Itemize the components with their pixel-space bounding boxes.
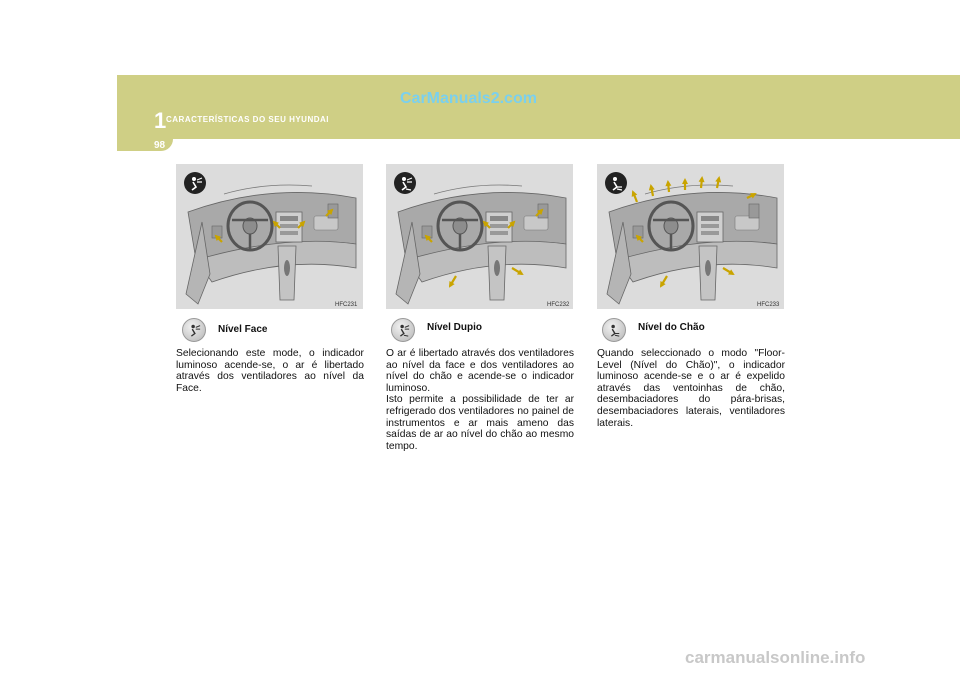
airflow-arrowhead — [715, 176, 721, 182]
figure-code: HFC232 — [547, 302, 570, 308]
section-text: O ar é libertado através dos ventiladores ao nível da face e dos ventiladores ao nível do chão e acende-se o indicador luminoso. Isto permite a possibilidade de ter ar refrigerado dos ventiladores no painel de instrumentos e ar mais ameno das saídas de ar ao nível do chão ao mesmo tempo. — [386, 348, 574, 452]
chapter-number: 1 — [154, 108, 167, 133]
floor-mode-button-icon — [602, 318, 626, 342]
figure-bi-level — [386, 164, 573, 309]
figure-face-level — [176, 164, 363, 309]
airflow-arrowhead — [682, 178, 688, 184]
section-title: Nível Face — [218, 324, 268, 335]
section-title: Nível do Chão — [638, 322, 705, 333]
figure-code: HFC233 — [757, 302, 780, 308]
bi-level-mode-icon — [394, 172, 416, 194]
page-number: 98 — [154, 140, 166, 151]
figure-code: HFC231 — [335, 302, 358, 308]
face-mode-button-icon — [182, 318, 206, 342]
airflow-arrowhead — [665, 180, 671, 186]
bi-level-mode-button-icon — [391, 318, 415, 342]
face-mode-icon — [184, 172, 206, 194]
header-band — [117, 75, 960, 139]
airflow-arrowhead — [649, 184, 655, 190]
chapter-title: CARACTERÍSTICAS DO SEU HYUNDAI — [166, 115, 330, 124]
figure-floor-level — [597, 164, 784, 309]
watermark-bottom-link[interactable]: carmanualsonline.info — [685, 648, 866, 667]
section-title: Nível Dupio — [427, 322, 483, 333]
watermark-top-link[interactable]: CarManuals2.com — [400, 90, 537, 107]
section-text: Quando seleccionado o modo "Floor-Level (Nível do Chão)", o indicador luminoso acende-se e o ar é expelido através das ventoinhas de chão, desembaciadores do pára-brisas, desembaciadores laterais, ventiladores laterais. — [597, 348, 785, 429]
airflow-arrowhead — [699, 176, 705, 182]
floor-mode-icon — [605, 172, 627, 194]
section-text: Selecionando este mode, o indicador luminoso acende-se, o ar é libertado através dos ventiladores ao nível da Face. — [176, 348, 364, 394]
